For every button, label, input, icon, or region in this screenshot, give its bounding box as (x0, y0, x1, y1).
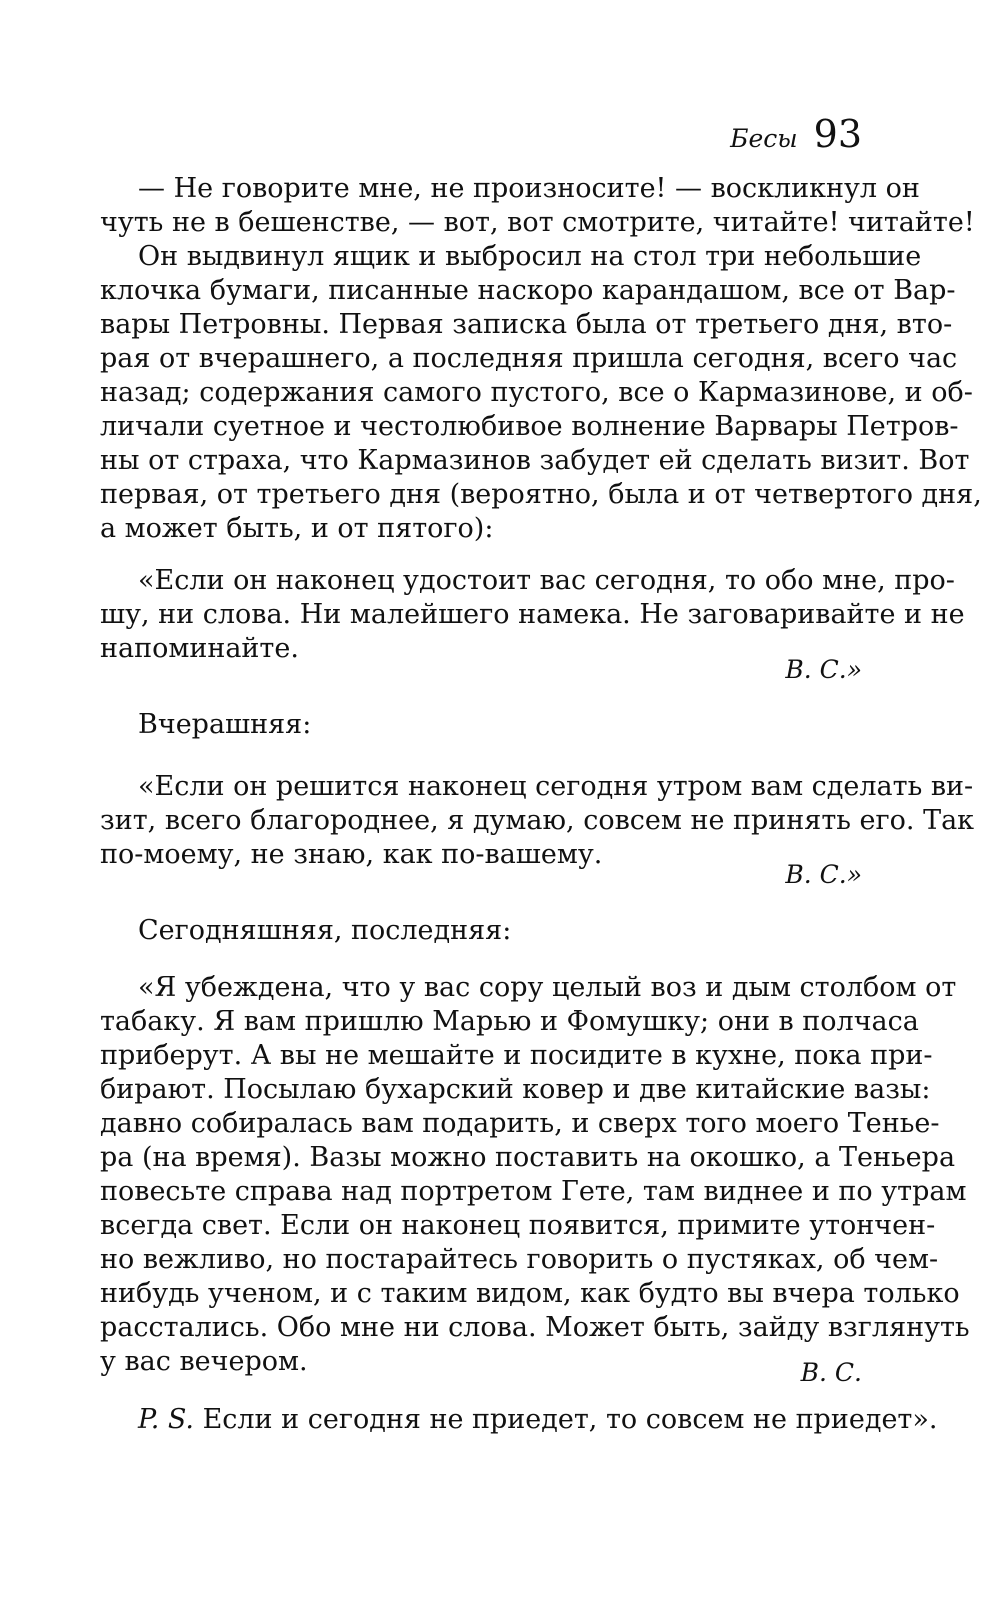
text-line: вары Петровны. Первая записка была от третьего дня, вто- (100, 309, 953, 340)
text-line: «Если он решится наконец сегодня утром вам сделать ви- (138, 771, 974, 802)
text-line: но вежливо, но постарайтесь говорить о пустяках, об чем- (100, 1244, 939, 1275)
text-line: ны от страха, что Кармазинов забудет ей сделать визит. Вот (100, 445, 970, 476)
text-line: назад; содержания самого пустого, все о Кармазинове, и об- (100, 377, 973, 408)
paragraph-exclamation (100, 172, 975, 240)
text-line: табаку. Я вам пришлю Марью и Фомушку; они в полчаса (100, 1006, 919, 1037)
text-line: «Я убеждена, что у вас сору целый воз и дым столбом от (138, 972, 957, 1003)
text-line: всегда свет. Если он наконец появится, примите утончен- (100, 1210, 936, 1241)
postscript-label: P. S. (138, 1404, 194, 1435)
text-line: Сегодняшняя, последняя: (138, 915, 512, 946)
text-line: а может быть, и от пятого): (100, 513, 494, 544)
text-line (100, 1403, 938, 1437)
note-first (100, 564, 965, 666)
signature-third: В. С. (800, 1358, 862, 1387)
text-line: у вас вечером. (100, 1346, 308, 1377)
text-line: давно собиралась вам подарить, и сверх того моего Теньe- (100, 1108, 940, 1139)
signature-second: В. С.» (785, 860, 862, 889)
text-line: Вчерашняя: (138, 709, 312, 740)
text-line: повесьте справа над портретом Гете, там виднее и по утрам (100, 1176, 967, 1207)
text-line: по-моему, не знаю, как по-вашему. (100, 839, 603, 870)
text-line: ра (на время). Вазы можно поставить на окошко, а Теньера (100, 1142, 956, 1173)
text-line: бирают. Посылаю бухарский ковер и две китайские вазы: (100, 1074, 931, 1105)
text-line: Он выдвинул ящик и выбросил на стол три небольшие (138, 241, 922, 272)
postscript (100, 1403, 938, 1437)
note-third (100, 971, 970, 1379)
note-second (100, 770, 975, 872)
label-today (100, 914, 862, 948)
text-line: клочка бумаги, писанные наскоро карандашом, все от Вар- (100, 275, 956, 306)
text-line: зит, всего благороднее, я думаю, совсем не принять его. Так (100, 805, 975, 836)
page-number: 93 (813, 112, 862, 156)
postscript-text: Если и сегодня не приедет, то совсем не приедет». (202, 1404, 938, 1435)
text-line: приберут. А вы не мешайте и посидите в кухне, пока при- (100, 1040, 933, 1071)
text-line: шу, ни слова. Ни малейшего намека. Не заговаривайте и не (100, 599, 965, 630)
page-header (730, 112, 862, 156)
text-line: первая, от третьего дня (вероятно, была и от четвертого дня, (100, 479, 982, 510)
text-line: — Не говорите мне, не произносите! — воскликнул он (138, 173, 920, 204)
text-line: «Если он наконец удостоит вас сегодня, то обо мне, про- (138, 565, 955, 596)
text-line: напоминайте. (100, 633, 299, 664)
running-title: Бесы (730, 124, 798, 153)
text-line: расстались. Обо мне ни слова. Может быть, зайду взглянуть (100, 1312, 970, 1343)
paragraph-narration (100, 240, 982, 546)
label-yesterday (100, 708, 862, 742)
text-line: чуть не в бешенстве, — вот, вот смотрите, читайте! читайте! (100, 207, 975, 238)
text-line: нибудь ученом, и с таким видом, как будто вы вчера только (100, 1278, 960, 1309)
text-line: личали суетное и честолюбивое волнение Варвары Петров- (100, 411, 959, 442)
text-line: рая от вчерашнего, а последняя пришла сегодня, всего час (100, 343, 958, 374)
signature-first: В. С.» (785, 655, 862, 684)
